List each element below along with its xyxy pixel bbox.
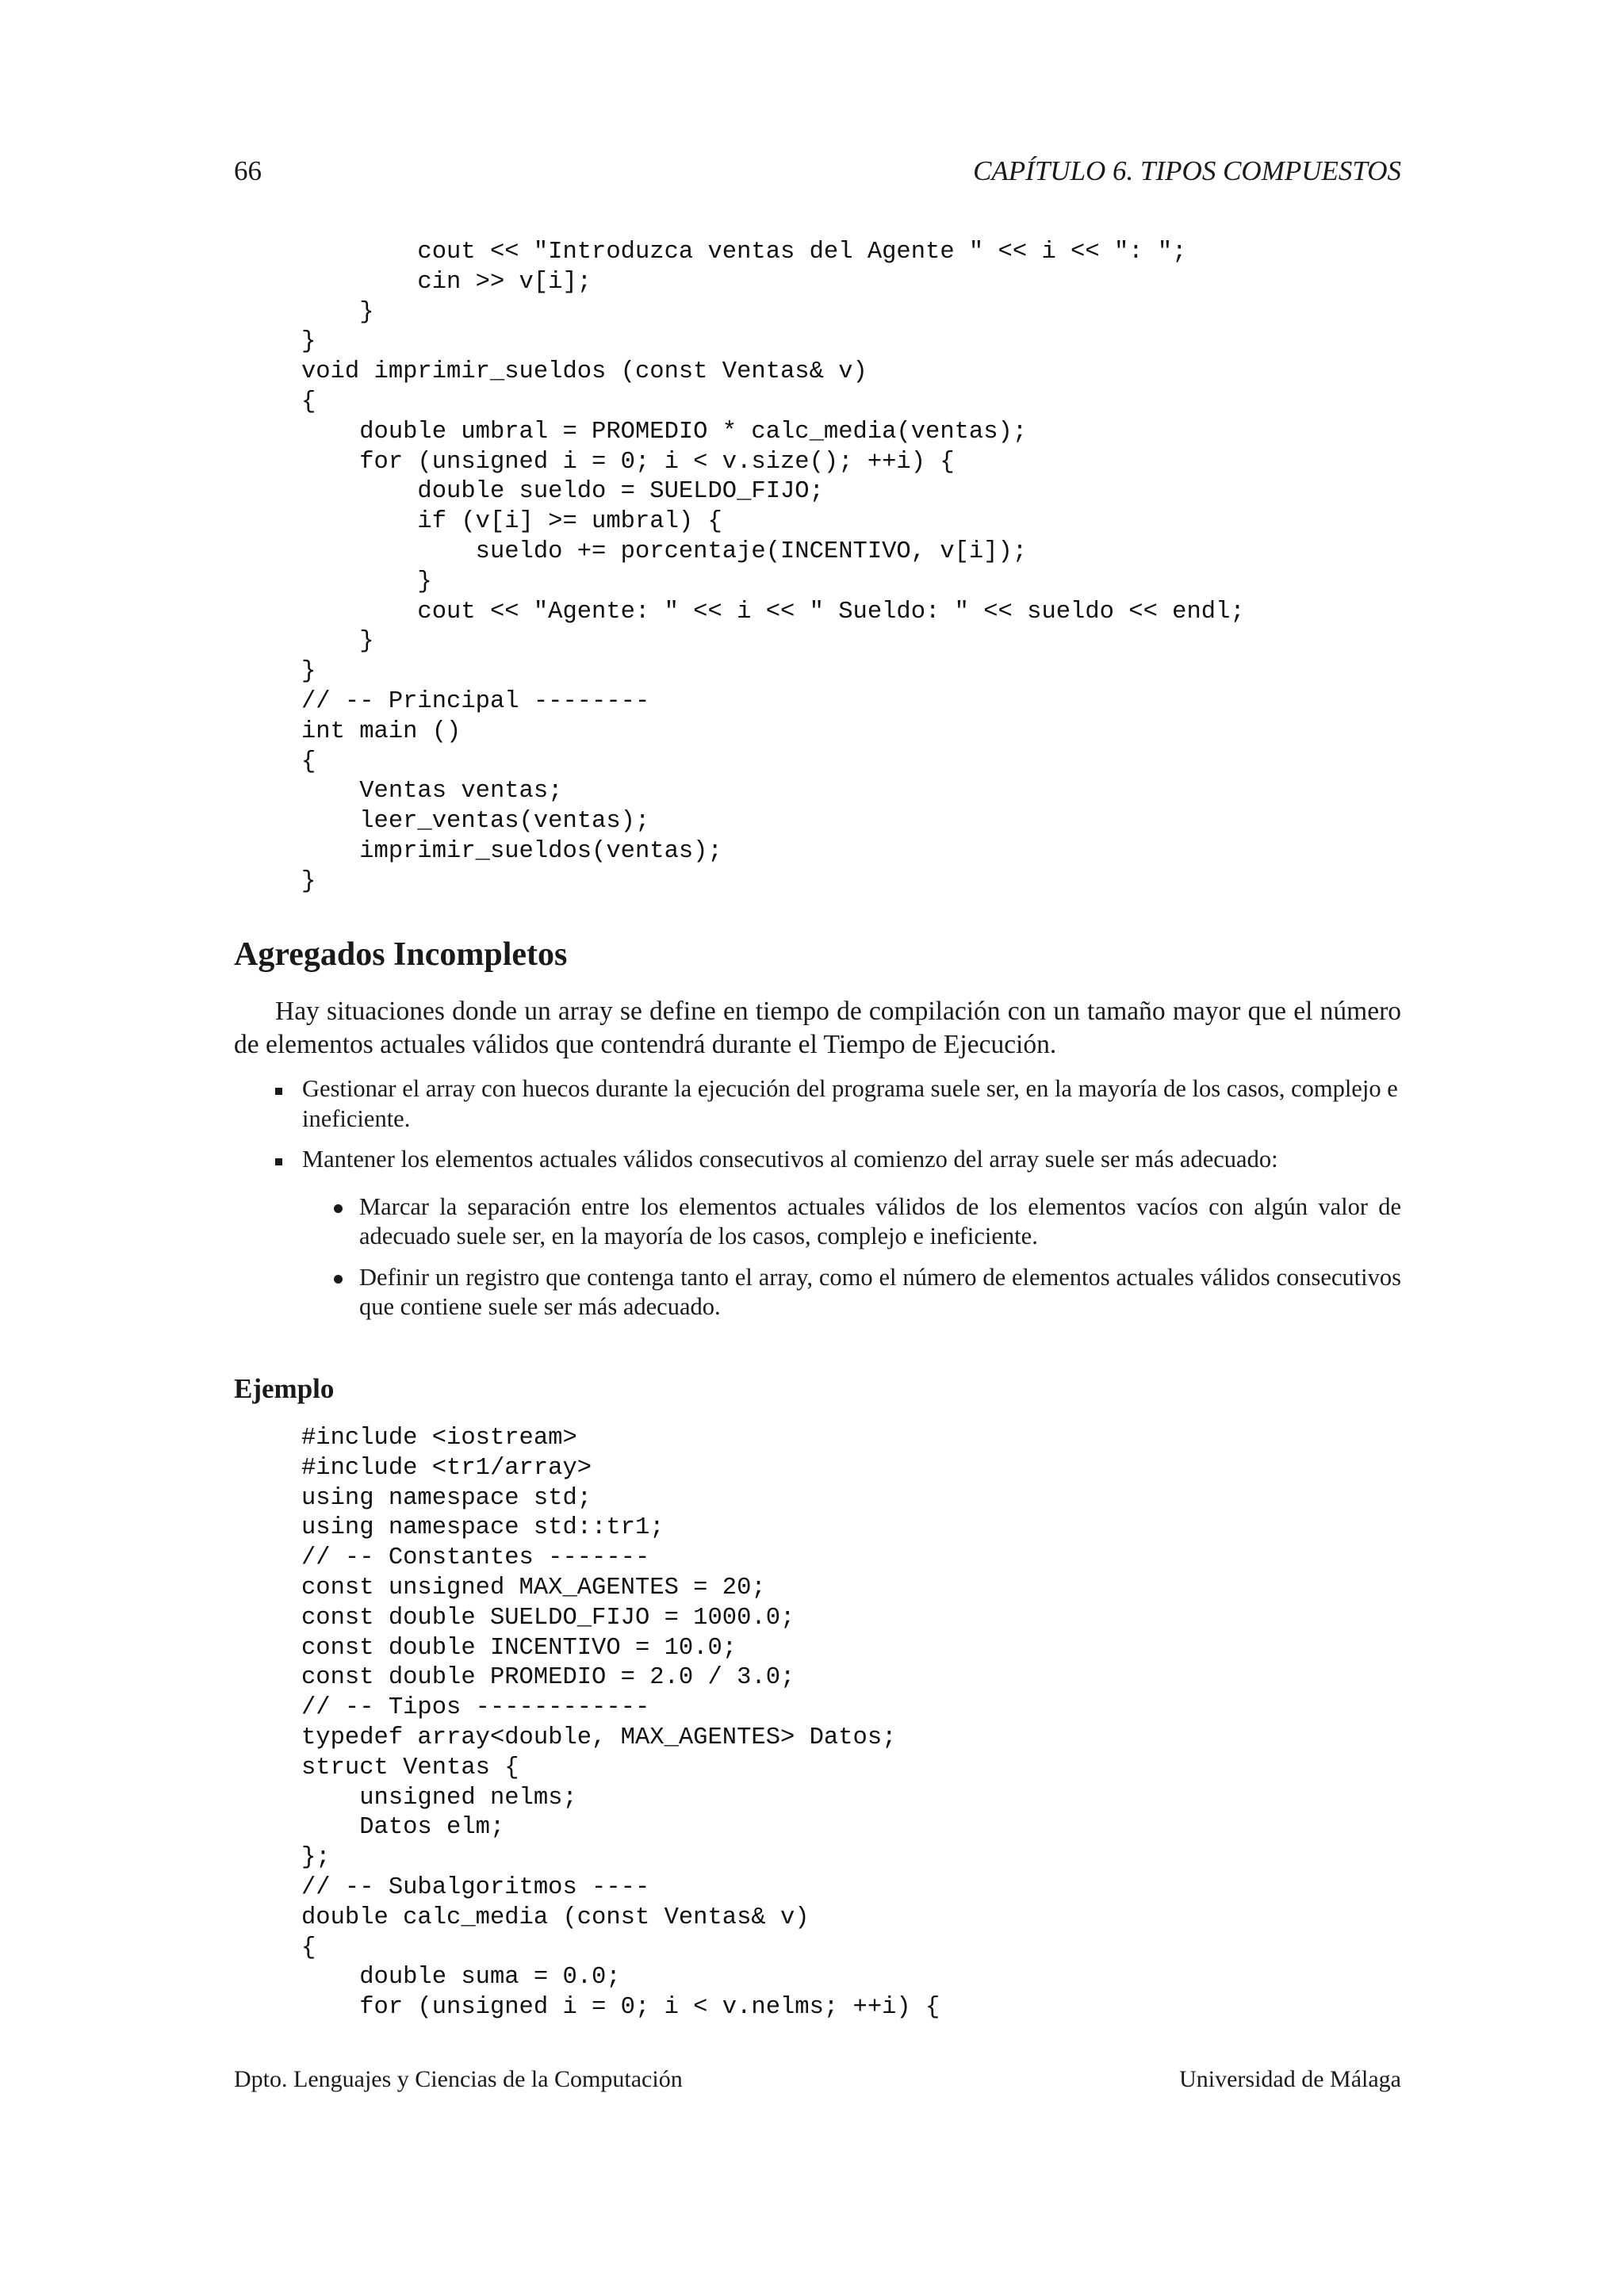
sub-bullet-list <box>302 1192 1401 1322</box>
round-bullet-icon <box>334 1204 343 1213</box>
square-bullet-icon <box>275 1158 282 1165</box>
square-bullet-icon <box>275 1088 282 1095</box>
page-number: 66 <box>234 155 262 186</box>
example-code-block: #include <iostream> #include <tr1/array> using namespace std; using namespace std::tr1; // -- Constantes ------- const unsigned MAX_AGENTES = 20; const double SUELDO_FIJO = 1000.0; const double INCENTIVO = 10.0; const double PROMEDIO = 2.0 / 3.0; // -- Tipos ------------ typedef array<double, MAX_AGENTES> Datos; struct Ventas { unsigned nelms; Datos elm; }; // -- Subalgoritmos ---- double calc_media (const Ventas& v) { double suma = 0.0; for (unsigned i = 0; i < v.nelms; ++i) { <box>301 1425 940 2022</box>
footer-department: Dpto. Lenguajes y Ciencias de la Computación <box>234 2066 683 2092</box>
footer-university: Universidad de Málaga <box>1179 2066 1401 2092</box>
chapter-title: CAPÍTULO 6. TIPOS COMPUESTOS <box>973 155 1401 186</box>
sub-bullet-text: Definir un registro que contenga tanto el array, como el número de elementos actuales válidos consecutivos que contiene suele ser más adecuado. <box>359 1263 1401 1320</box>
bullet-item <box>234 1074 1401 1134</box>
bullet-text: Gestionar el array con huecos durante la ejecución del programa suele ser, en la mayoría de los casos, complejo e ineficiente. <box>302 1075 1398 1132</box>
example-title: Ejemplo <box>234 1373 335 1404</box>
intro-paragraph: Hay situaciones donde un array se define en tiempo de compilación con un tamaño mayor que el número de elementos actuales válidos que contendrá durante el Tiempo de Ejecución. <box>234 997 1401 1059</box>
round-bullet-icon <box>334 1275 343 1284</box>
sub-bullet-item <box>302 1263 1401 1322</box>
section-title: Agregados Incompletos <box>234 936 568 973</box>
code-block-continuation: cout << "Introduzca ventas del Agente " << i << ": "; cin >> v[i]; } } void imprimir_sueldos (const Ventas& v) { double umbral = PROMEDIO * calc_media(ventas); for (unsigned i = 0; i < v.size(); ++i) { double sueldo = SUELDO_FIJO; if (v[i] >= umbral) { sueldo += porcentaje(INCENTIVO, v[i]); } cout << "Agente: " << i << " Sueldo: " << sueldo << endl; } } // -- Principal -------- int main () { Ventas ventas; leer_ventas(ventas); imprimir_sueldos(ventas); } <box>301 239 1245 895</box>
sub-bullet-text: Marcar la separación entre los elementos actuales válidos de los elementos vacíos con algún valor de adecuado suele ser, en la mayoría de los casos, complejo e ineficiente. <box>359 1192 1401 1249</box>
sub-bullet-item <box>302 1192 1401 1252</box>
bullet-list <box>234 1074 1401 1334</box>
page-header <box>234 155 1401 195</box>
bullet-text: Mantener los elementos actuales válidos consecutivos al comienzo del array suele ser más adecuado: <box>302 1146 1278 1173</box>
bullet-item <box>234 1145 1401 1322</box>
